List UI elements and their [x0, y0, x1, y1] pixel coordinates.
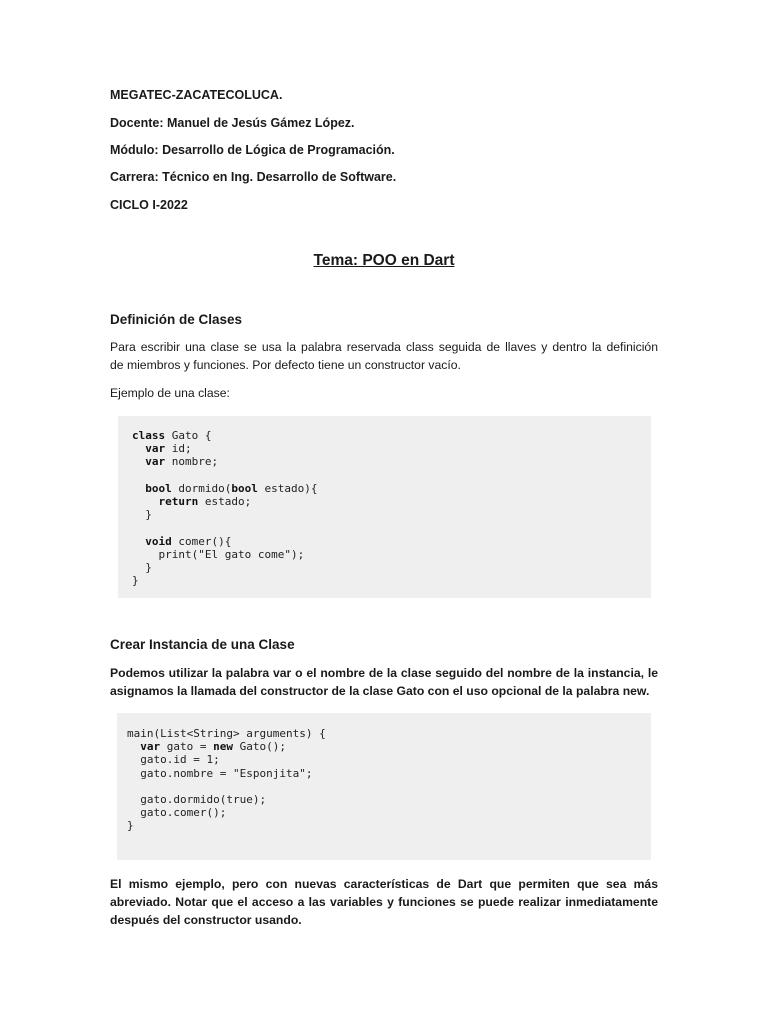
code-line: gato.nombre = "Esponjita"; [140, 766, 313, 780]
code-line: gato.id = 1; [140, 753, 220, 767]
paragraph-line: El mismo ejemplo, pero con nuevas características de Dart que permiten que sea más [110, 877, 658, 891]
code-line: bool dormido(bool estado){ [145, 481, 318, 495]
code-line: void comer(){ [145, 534, 232, 548]
code-line: var id; [145, 442, 192, 456]
section1-paragraph [110, 338, 658, 374]
section2-paragraph [110, 664, 658, 700]
paragraph-line: Podemos utilizar la palabra var o el nombre de la clase seguido del nombre de la instancia, le [110, 666, 658, 680]
code-block-main [117, 713, 651, 860]
code-line: return estado; [158, 495, 252, 509]
section3-paragraph [110, 875, 658, 929]
code-line: gato.comer(); [140, 806, 227, 820]
paragraph-line: Para escribir una clase se usa la palabra reservada class seguida de llaves y dentro la definición [110, 340, 658, 354]
paragraph-line: abreviado. Notar que el acceso a las variables y funciones se puede realizar inmediatamente [110, 895, 658, 909]
paragraph-line: de miembros y funciones. Por defecto tiene un constructor vacío. [110, 358, 461, 372]
code-line: var gato = new Gato(); [140, 740, 286, 754]
code-line: } [132, 508, 152, 522]
code-block-class-gato [118, 416, 651, 598]
section-title-crear-instancia: Crear Instancia de una Clase [110, 637, 295, 652]
carrera-line: Carrera: Técnico en Ing. Desarrollo de Software. [110, 170, 397, 184]
modulo-line: Módulo: Desarrollo de Lógica de Programación. [110, 143, 395, 157]
section-title-definicion-clases: Definición de Clases [110, 312, 243, 327]
code-line: var nombre; [145, 455, 219, 469]
code-line: gato.dormido(true); [140, 793, 267, 807]
example-label: Ejemplo de una clase: [110, 386, 230, 400]
institution-line: MEGATEC-ZACATECOLUCA. [110, 88, 283, 102]
code-line: print("El gato come"); [158, 547, 305, 561]
code-line: } [132, 574, 139, 588]
paragraph-line: después del constructor usando. [110, 913, 302, 927]
code-listing [127, 727, 326, 833]
ciclo-line: CICLO I-2022 [110, 198, 188, 212]
code-line: main(List<String> arguments) { [127, 727, 326, 740]
code-line: } [132, 561, 152, 575]
docente-line: Docente: Manuel de Jesús Gámez López. [110, 116, 355, 130]
code-line: class Gato { [132, 429, 212, 442]
paragraph-line: asignamos la llamada del constructor de la clase Gato con el uso opcional de la palabra new. [110, 684, 650, 698]
code-listing [132, 429, 317, 587]
code-line: } [127, 819, 134, 833]
document-title: Tema: POO en Dart [313, 252, 455, 269]
